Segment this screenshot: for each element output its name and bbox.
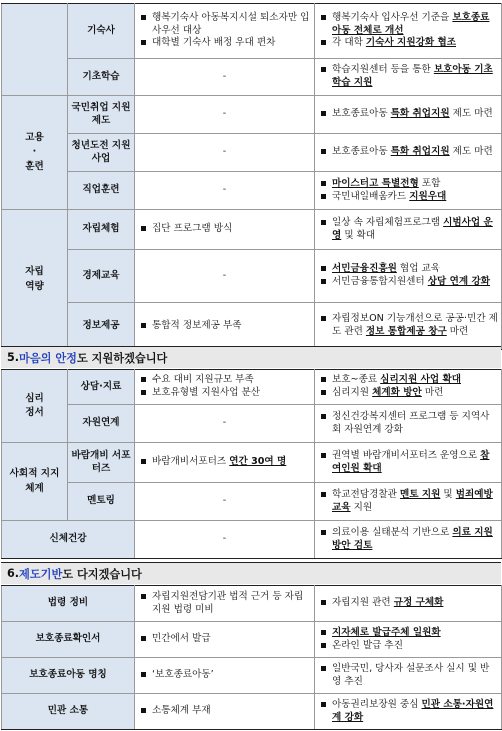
- bullet-square-icon: [141, 594, 146, 599]
- current-cell: 행복기숙사 아동복지시설 퇴소자만 입사우선 대상 대학별 기숙사 배정 우대 편차: [135, 4, 315, 59]
- bullet-square-icon: [321, 453, 326, 458]
- current-cell: 수요 대비 지원규모 부족 보호유형별 지원사업 분산: [135, 370, 315, 405]
- section-heading: 6. 제도기반 도 다지겠습니다: [1, 562, 501, 584]
- improvement-cell: 아동권리보장원 중심 민관 소통·자원연계 강화: [315, 694, 502, 730]
- item-label: 보호종료확인서: [2, 622, 135, 658]
- current-cell: -: [135, 483, 315, 521]
- current-cell: 집단 프로그램 방식: [135, 210, 315, 250]
- item-label: 바람개비 서포터즈: [68, 443, 135, 483]
- item-label: 민관 소통: [2, 694, 135, 730]
- category-label: 자립 역량: [2, 210, 68, 350]
- section-heading: 5. 마음의 안정 도 지원하겠습니다: [1, 346, 501, 368]
- current-cell: -: [135, 405, 315, 443]
- table-row: [2, 521, 502, 559]
- improvement-cell: 보호종료아동 특화 취업지원 제도 마련: [315, 134, 502, 172]
- category-label: 심리 정서: [2, 370, 68, 443]
- current-cell: -: [135, 521, 315, 559]
- table-row: [2, 405, 502, 443]
- current-cell: -: [135, 59, 315, 96]
- current-cell: ‘보호종료아동’: [135, 658, 315, 694]
- improvement-cell: 의료이용 실태분석 기반으로 의료 지원방안 검토: [315, 521, 502, 559]
- bullet-square-icon: [321, 530, 326, 535]
- improvement-cell: 일상 속 자립체험프로그램 시범사업 운영 및 확대: [315, 210, 502, 250]
- item-label: 법령 정비: [2, 586, 135, 622]
- table-row: [2, 59, 502, 96]
- bullet-square-icon: [321, 111, 326, 116]
- bullet-square-icon: [141, 226, 146, 231]
- improvement-cell: 보호종료아동 특화 취업지원 제도 마련: [315, 96, 502, 134]
- table-row: [2, 370, 502, 405]
- item-label: 경제교육: [68, 250, 135, 303]
- bullet-square-icon: [321, 40, 326, 45]
- item-label: 상담·지료: [68, 370, 135, 405]
- improvement-cell: 자립지원 관련 규정 구체화: [315, 586, 502, 622]
- bullet-square-icon: [141, 390, 146, 395]
- bullet-square-icon: [321, 492, 326, 497]
- table-row: [2, 622, 502, 658]
- table-row: [2, 483, 502, 521]
- current-cell: -: [135, 250, 315, 303]
- item-label: 멘토링: [68, 483, 135, 521]
- item-label: 기초학습: [68, 59, 135, 96]
- improvement-cell: 자립정보ON 기능개선으로 공공·민간 제도 관련 정보 통합제공 창구 마련: [315, 303, 502, 350]
- item-label: 국민취업 지원제도: [68, 96, 135, 134]
- support-table-section4: [1, 3, 502, 350]
- item-label: 자립체험: [68, 210, 135, 250]
- improvement-cell: 학습지원센터 등을 통한 보호아동 기초학습 지원: [315, 59, 502, 96]
- item-label: 청년도전 지원사업: [68, 134, 135, 172]
- improvement-cell: 지자체로 발급주체 일원화 온라인 발급 추진: [315, 622, 502, 658]
- bullet-square-icon: [321, 67, 326, 72]
- bullet-square-icon: [321, 181, 326, 186]
- table-row: [2, 210, 502, 250]
- bullet-square-icon: [141, 459, 146, 464]
- bullet-square-icon: [321, 149, 326, 154]
- improvement-cell: 행복기숙사 입사우선 기준을 보호종료아동 전체로 개선 각 대학 기숙사 지원강화 협조: [315, 4, 502, 59]
- bullet-square-icon: [141, 323, 146, 328]
- improvement-cell: 학교전담경찰관 멘토 지원 및 범죄예방 교육 지원: [315, 483, 502, 521]
- bullet-square-icon: [321, 630, 326, 635]
- bullet-square-icon: [321, 194, 326, 199]
- bullet-square-icon: [321, 600, 326, 605]
- table-row: [2, 96, 502, 134]
- improvement-cell: 마이스터고 특별전형 포함 국민내일배움카드 지원우대: [315, 172, 502, 210]
- item-label: 기숙사: [68, 4, 135, 59]
- bullet-square-icon: [321, 266, 326, 271]
- bullet-square-icon: [321, 390, 326, 395]
- current-cell: 민간에서 발급: [135, 622, 315, 658]
- item-label: 자원연계: [68, 405, 135, 443]
- item-label: 보호종료아동 명칭: [2, 658, 135, 694]
- bullet-square-icon: [141, 636, 146, 641]
- table-row: [2, 443, 502, 483]
- table-row: [2, 172, 502, 210]
- category-cell-empty: [2, 4, 68, 96]
- current-cell: -: [135, 134, 315, 172]
- item-label: 정보제공: [68, 303, 135, 350]
- table-row: [2, 586, 502, 622]
- bullet-square-icon: [321, 316, 326, 321]
- bullet-square-icon: [141, 672, 146, 677]
- table-row: [2, 658, 502, 694]
- current-cell: 통합적 정보제공 부족: [135, 303, 315, 350]
- table-row: [2, 303, 502, 350]
- bullet-square-icon: [141, 40, 146, 45]
- support-table-section6: [1, 585, 502, 730]
- support-table-section5: [1, 369, 502, 559]
- table-row: [2, 250, 502, 303]
- improvement-cell: 정신건강복지센터 프로그램 등 지역사회 자원연계 강화: [315, 405, 502, 443]
- item-label: 신체건강: [2, 521, 135, 559]
- current-cell: -: [135, 172, 315, 210]
- bullet-square-icon: [141, 377, 146, 382]
- bullet-square-icon: [141, 708, 146, 713]
- improvement-cell: 권역별 바람개비서포터즈 운영으로 참여인원 확대: [315, 443, 502, 483]
- heading-highlight: 마음의 안정: [19, 351, 77, 365]
- bullet-square-icon: [321, 377, 326, 382]
- current-cell: 바람개비서포터즈 연간 30여 명: [135, 443, 315, 483]
- bullet-square-icon: [321, 643, 326, 648]
- current-cell: -: [135, 96, 315, 134]
- improvement-cell: 일반국민, 당사자 설문조사 실시 및 반영 추진: [315, 658, 502, 694]
- improvement-cell: 보호~종료 심리지원 사업 확대 심리지원 체계화 방안 마련: [315, 370, 502, 405]
- category-label: 사회적 지지체계: [2, 443, 68, 521]
- table-row: [2, 694, 502, 730]
- bullet-square-icon: [321, 702, 326, 707]
- table-row: [2, 4, 502, 59]
- bullet-square-icon: [321, 414, 326, 419]
- improvement-cell: 서민금융진흥원 협업 교육 서민금융통합지원센터 상담 연계 강화: [315, 250, 502, 303]
- bullet-square-icon: [321, 666, 326, 671]
- bullet-square-icon: [321, 15, 326, 20]
- category-label: 고용 · 훈련: [2, 96, 68, 210]
- bullet-square-icon: [321, 279, 326, 284]
- table-row: [2, 134, 502, 172]
- item-label: 직업훈련: [68, 172, 135, 210]
- heading-highlight: 제도기반: [19, 567, 63, 581]
- bullet-square-icon: [141, 15, 146, 20]
- current-cell: 자립지원전담기관 법적 근거 등 자립지원 법령 미비: [135, 586, 315, 622]
- bullet-square-icon: [321, 220, 326, 225]
- current-cell: 소통체계 부재: [135, 694, 315, 730]
